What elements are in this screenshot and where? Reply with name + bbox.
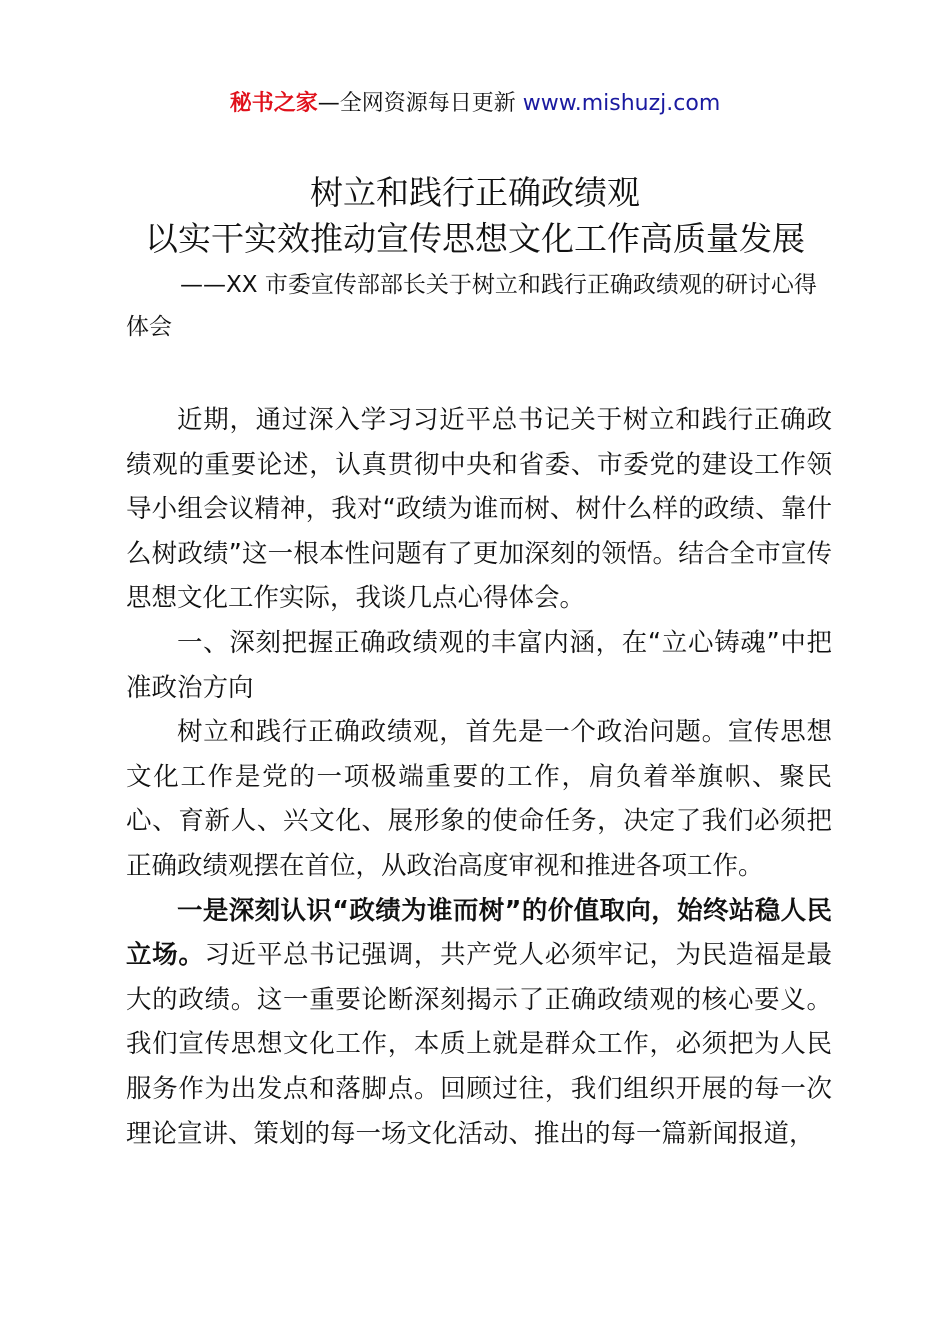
site-header — [0, 88, 950, 120]
title-line-1: 树立和践行正确政绩观 — [310, 173, 640, 212]
paragraph-intro: 近期，通过深入学习习近平总书记关于树立和践行正确政绩观的重要论述，认真贯彻中央和省委、市委党的建设工作领导小组会议精神，我对“政绩为谁而树、树什么样的政绩、靠什么树政绩”这一根本性问题有了更加深刻的领悟。结合全市宣传思想文化工作实际，我谈几点心得体会。 — [126, 405, 832, 614]
section-heading-1: 一、深刻把握正确政绩观的丰富内涵，在“立心铸魂”中把准政治方向 — [126, 627, 832, 703]
document-title — [0, 170, 950, 262]
brand-name: 秘书之家 — [229, 91, 318, 116]
point-1-lead: 一是深刻认识“政绩为谁而树”的价值取向，始终站稳人民立场。 — [126, 895, 832, 971]
document-subtitle: ——XX 市委宣传部部长关于树立和践行正确政绩观的研讨心得体会 — [126, 272, 817, 340]
document-body — [126, 398, 832, 1156]
paragraph-section-1: 树立和践行正确政绩观，首先是一个政治问题。宣传思想文化工作是党的一项极端重要的工作，肩负着举旗帜、聚民心、育新人、兴文化、展形象的使命任务，决定了我们必须把正确政绩观摆在首位，从政治高度审视和推进各项工作。 — [126, 717, 832, 881]
site-tagline: —全网资源每日更新 — [317, 91, 523, 116]
point-1-text: 习近平总书记强调，共产党人必须牢记，为民造福是最大的政绩。这一重要论断深刻揭示了正确政绩观的核心要义。我们宣传思想文化工作，本质上就是群众工作，必须把为人民服务作为出发点和落脚点。回顾过往，我们组织开展的每一次理论宣讲、策划的每一场文化活动、推出的每一篇新闻报道， — [126, 940, 832, 1149]
title-line-2: 以实干实效推动宣传思想文化工作高质量发展 — [145, 219, 805, 258]
paragraph-point-1 — [126, 889, 832, 1157]
site-url-link[interactable]: www.mishuzj.com — [522, 91, 721, 116]
